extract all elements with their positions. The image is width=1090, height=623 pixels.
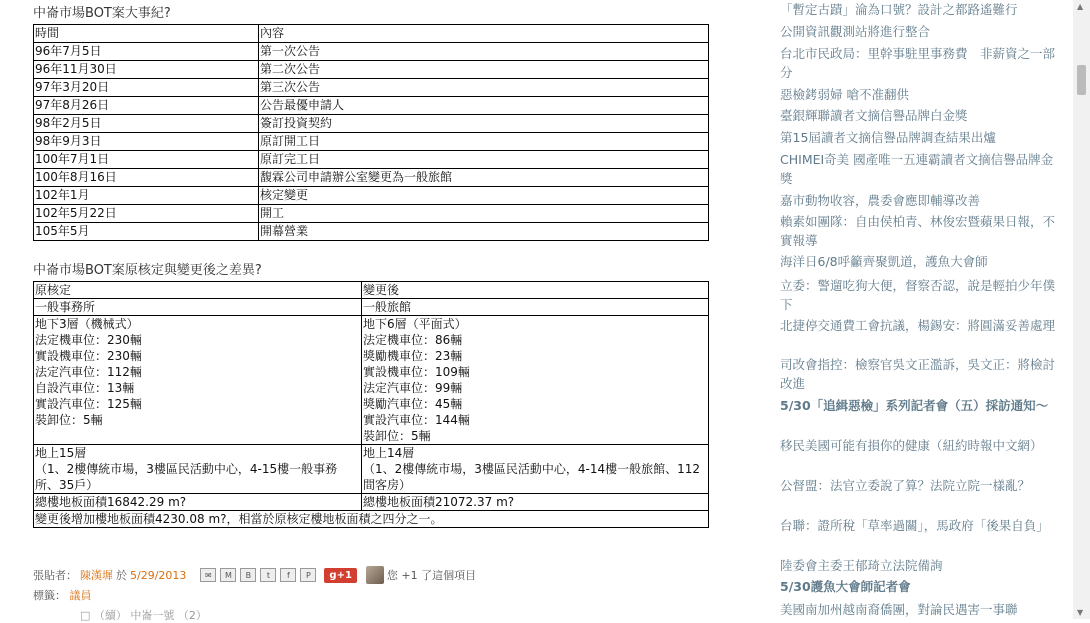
email-share-icon[interactable]: ✉ [200,568,216,582]
table-cell: 總樓地板面積16842.29 m? [34,494,362,511]
sidebar-post-link[interactable]: 5/30護魚大會師記者會 [780,579,911,594]
twitter-share-icon[interactable]: t [260,568,276,582]
floors-detail: （1、2樓傳統市場，3樓區民活動中心，4-15樓一般事務所、35戶） [35,462,338,492]
parking-line: 裝卸位：5輛 [35,413,103,427]
table-row [34,511,709,528]
posted-by-label: 張貼者： [33,569,77,582]
table-cell: 100年8月16日 [34,169,259,187]
table-cell: 一般事務所 [34,299,362,316]
sidebar-post-link[interactable]: 陸委會主委王郁琦立法院備詢 [780,558,943,573]
table-row [34,494,709,511]
table-row [34,25,709,43]
post-date-link[interactable]: 5/29/2013 [130,568,187,582]
avatar [366,566,384,584]
floors-heading: 地上15層 [35,446,87,460]
table-row [34,151,709,169]
gplus-button[interactable]: g+1 [324,568,357,583]
parking-line: 實設汽車位：144輛 [363,413,470,427]
gmail-share-icon[interactable]: M [220,568,236,582]
table-cell: 第一次公告 [259,43,709,61]
floors-cell-left [34,445,362,494]
table-cell: 96年7月5日 [34,43,259,61]
timeline-table [33,24,709,241]
floors-detail: （1、2樓傳統市場，3樓區民活動中心，4-14樓一般旅館、112間客房） [363,462,701,492]
table-row [34,282,709,299]
table-row [34,43,709,61]
table-row [34,133,709,151]
sidebar-post-link[interactable]: 賴素如團隊：自由侯柏青、林俊宏暨蘋果日報，不實報導 [780,214,1056,248]
summary-cell: 變更後增加樓地板面積4230.08 m?，相當於原核定樓地板面積之四分之一。 [34,511,709,528]
parking-line: 實設機車位：230輛 [35,349,142,363]
parking-line: 法定機車位：86輛 [363,333,463,347]
table-cell: 98年9月3日 [34,133,259,151]
table-row [34,316,709,445]
parking-line: 地下6層（平面式） [363,317,467,331]
parking-line: 法定機車位：230輛 [35,333,142,347]
floors-heading: 地上14層 [363,446,415,460]
table-cell: 開工 [259,205,709,223]
table-cell: 第三次公告 [259,79,709,97]
table-header-cell: 時間 [34,25,259,43]
plusone-text: 您 +1 了這個項目 [386,569,477,582]
table-row [34,61,709,79]
cut-off-row: □ （續） 中崙一號 （2） [80,609,207,622]
table-row [34,445,709,494]
parking-cell-right [362,316,709,445]
label-link[interactable]: 議員 [69,589,92,602]
sidebar-post-link[interactable]: 台北市民政局：里幹事駐里事務費 非薪資之一部分 [780,46,1056,80]
sidebar-post-link[interactable]: 美國南加州越南裔僑團，對論民遇害一事聯 [780,602,1018,617]
post-labels [33,587,92,603]
parking-line: 法定汽車位：99輛 [363,381,463,395]
table-cell: 原訂完工日 [259,151,709,169]
sidebar-post-link[interactable]: 司改會指控：檢察官吳文正濫訴，吳文正：將檢討改進 [780,357,1056,391]
sidebar-post-link[interactable]: 「暫定古蹟」淪為口號？設計之都路遙難行 [780,2,1018,17]
sidebar-post-link[interactable]: 臺銀輝聯讀者文摘信譽品牌白金獎 [780,108,968,123]
page-scrollbar[interactable] [1073,0,1090,619]
table-cell: 簽訂投資契約 [259,115,709,133]
labels-label: 標籤： [33,589,66,602]
table-row [34,115,709,133]
table-row [34,187,709,205]
table-cell: 98年2月5日 [34,115,259,133]
table-cell: 一般旅館 [362,299,709,316]
table-cell: 公告最優申請人 [259,97,709,115]
comparison-title: 中崙市場BOT案原核定與變更後之差異? [33,263,262,278]
table-cell: 102年1月 [34,187,259,205]
pinterest-share-icon[interactable]: P [300,568,316,582]
sidebar-post-link[interactable]: 公督盟：法官立委說了算？法院立院一樣亂？ [780,478,1031,493]
sidebar-post-link[interactable]: 嘉市動物收容，農委會應即輔導改善 [780,193,981,208]
scroll-down-icon[interactable]: ▼ [1077,608,1084,617]
parking-cell-left [34,316,362,445]
table-cell: 開幕營業 [259,223,709,241]
facebook-share-icon[interactable]: f [280,568,296,582]
parking-line: 獎勵汽車位：45輛 [363,397,463,411]
scroll-thumb[interactable] [1077,65,1086,95]
table-cell: 總樓地板面積21072.37 m? [362,494,709,511]
sidebar-post-link[interactable]: 海洋日6/8呼籲齊聚凱道，護魚大會師 [780,254,988,269]
sidebar-post-link[interactable]: 5/30「追緝惡檢」系列記者會（五）採訪通知～ [780,398,1049,413]
post-footer [33,566,476,584]
table-cell: 原訂開工日 [259,133,709,151]
sidebar-post-link[interactable]: 台聯：證所稅「草率過關」，馬政府「後果自負」 [780,518,1049,533]
parking-line: 實設汽車位：125輛 [35,397,142,411]
sidebar-post-link[interactable]: CHIMEI奇美 國產唯一五連霸讀者文摘信譽品牌金獎 [780,152,1054,186]
table-cell: 97年8月26日 [34,97,259,115]
table-cell: 第二次公告 [259,61,709,79]
table-cell: 97年3月20日 [34,79,259,97]
timeline-title: 中崙市場BOT案大事紀? [33,6,171,21]
table-cell: 105年5月 [34,223,259,241]
sidebar-post-link[interactable]: 立委：警遛吃狗大便，督察否認，說是輕拍少年僕下 [780,278,1056,312]
table-row [34,97,709,115]
table-header-cell: 原核定 [34,282,362,299]
comparison-table [33,281,709,528]
parking-line: 法定汽車位：112輛 [35,365,142,379]
parking-line: 自設汽車位：13輛 [35,381,135,395]
sidebar-post-link[interactable]: 北捷停交通費工會抗議，楊錫安：將圓滿妥善處理 [780,318,1056,333]
table-cell: 100年7月1日 [34,151,259,169]
parking-line: 獎勵機車位：23輛 [363,349,463,363]
parking-line: 地下3層（機械式） [35,317,139,331]
blogger-share-icon[interactable]: B [240,568,256,582]
table-header-cell: 變更後 [362,282,709,299]
parking-line: 實設機車位：109輛 [363,365,470,379]
sidebar-post-link[interactable]: 惡檢銬弱婦 嗆不准翻供 [780,87,909,102]
scroll-up-icon[interactable]: ▲ [1077,2,1084,11]
table-row [34,205,709,223]
table-cell: 102年5月22日 [34,205,259,223]
table-row [34,299,709,316]
sidebar-post-link[interactable]: 第15屆讀者文摘信譽品牌調查結果出爐 [780,130,996,145]
table-row [34,169,709,187]
table-row [34,223,709,241]
sidebar-post-link[interactable]: 移民美國可能有損你的健康（紐約時報中文網） [780,438,1043,453]
table-header-cell: 內容 [259,25,709,43]
sidebar-post-link[interactable]: 公開資訊觀測站將進行整合 [780,24,931,39]
table-cell: 核定變更 [259,187,709,205]
table-cell: 96年11月30日 [34,61,259,79]
author-link[interactable]: 陳漢墀 [80,569,113,582]
table-cell: 馥霖公司申請辦公室變更為一般旅館 [259,169,709,187]
on-label: 於 [116,569,127,582]
floors-cell-right [362,445,709,494]
parking-line: 裝卸位：5輛 [363,429,431,443]
table-row [34,79,709,97]
